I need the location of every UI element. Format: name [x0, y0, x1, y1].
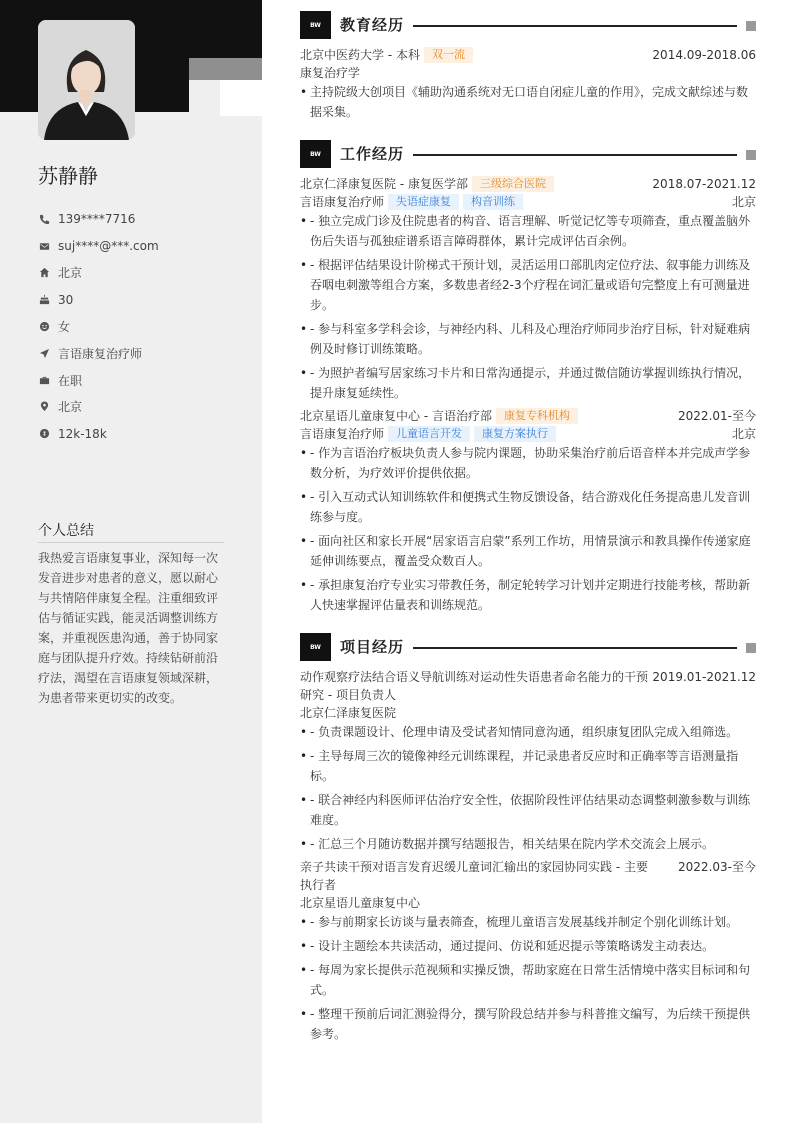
header-white-accent	[220, 80, 262, 116]
contact-position	[38, 340, 248, 367]
work-role-row	[300, 425, 756, 443]
summary-text: 我热爱言语康复事业，深知每一次发音进步对患者的意义，愿以耐心与共情陪伴康复全程。注重细致评估与循证实践，能灵活调整训练方案，并重视医患沟通，善于协同家庭与团队提升疗效。持续钻研前沿疗法，渴望在言语康复领域深耕，为患者带来更切实的改变。	[38, 551, 219, 705]
project-bullets	[300, 912, 756, 1044]
work-bullet: • - 独立完成门诊及住院患者的构音、语言理解、听觉记忆等专项筛查，重点覆盖脑外伤后失语与孤独症谱系语言障碍群体，累计完成评估百余例。	[300, 211, 756, 251]
work-org-row	[300, 407, 756, 425]
project-bullets	[300, 722, 756, 854]
contact-list	[38, 206, 248, 447]
project-title-row	[300, 858, 756, 894]
phone-icon	[38, 213, 50, 225]
section-work-header	[300, 140, 756, 168]
education-bullet: • 主持院级大创项目《辅助沟通系统对无口语自闭症儿童的作用》，完成文献综述与数据采集。	[300, 82, 756, 122]
contact-gender	[38, 313, 248, 340]
section-divider	[413, 154, 737, 156]
work-bullet: • - 参与科室多学科会诊，与神经内科、儿科及心理治疗师同步治疗目标，针对疑难病例及时修订训练策略。	[300, 319, 756, 359]
gender-icon	[38, 321, 50, 333]
section-badge: BW	[300, 11, 331, 39]
contact-age-text: 30	[58, 292, 74, 307]
section-divider	[413, 647, 737, 649]
section-badge: BW	[300, 633, 331, 661]
work-bullet: • - 面向社区和家长开展“居家语言启蒙”系列工作坊，用情景演示和教具操作传递家庭延伸训练要点，覆盖受众数百人。	[300, 531, 756, 571]
contact-location	[38, 394, 248, 421]
section-project-header	[300, 633, 756, 661]
contact-gender-text: 女	[58, 320, 71, 335]
candidate-name: 苏静静	[38, 164, 98, 188]
work-org-row	[300, 175, 756, 193]
school-tag: 双一流	[424, 47, 473, 63]
home-icon	[38, 267, 50, 279]
section-badge: BW	[300, 140, 331, 168]
work-bullets	[300, 443, 756, 615]
profile-photo	[38, 20, 135, 140]
skill-tag: 构音训练	[463, 194, 523, 210]
education-dates: 2014.09-2018.06	[652, 48, 756, 62]
contact-salary-text: 12k-18k	[58, 426, 107, 441]
contact-salary	[38, 420, 248, 447]
work-bullet: • - 为照护者编写居家练习卡片和日常沟通提示，并通过微信随访掌握训练执行情况，提升康复延续性。	[300, 363, 756, 403]
work-bullet: • - 根据评估结果设计阶梯式干预计划，灵活运用口部肌肉定位疗法、叙事能力训练及吞咽电刺激等组合方案，多数患者经2-3个疗程在词汇量或语句完整度上有可测量进步。	[300, 255, 756, 315]
section-square-marker	[746, 643, 756, 653]
work-org: 北京仁泽康复医院 - 康复医学部	[300, 177, 468, 191]
work-org-tag: 三级综合医院	[472, 176, 554, 192]
project-bullet: • - 每周为家长提供示范视频和实操反馈，帮助家庭在日常生活情境中落实目标词和句式。	[300, 960, 756, 1000]
contact-email	[38, 233, 248, 260]
section-square-marker	[746, 150, 756, 160]
briefcase-icon	[38, 374, 50, 386]
work-dates: 2018.07-2021.12	[652, 177, 756, 191]
project-title: 亲子共读干预对语言发育迟缓儿童词汇输出的家园协同实践 - 主要执行者	[300, 860, 648, 892]
work-bullets	[300, 211, 756, 403]
project-title-row	[300, 668, 756, 704]
contact-age	[38, 286, 248, 313]
work-org-tag: 康复专科机构	[496, 408, 578, 424]
project-bullet: • - 整理干预前后词汇测验得分，撰写阶段总结并参与科普推文编写，为后续干预提供参考。	[300, 1004, 756, 1044]
education-entry	[300, 46, 756, 126]
work-city: 北京	[731, 427, 756, 441]
contact-status	[38, 367, 248, 394]
contact-location-text: 北京	[58, 400, 83, 415]
work-bullet: • - 承担康复治疗专业实习带教任务，制定轮转学习计划并定期进行技能考核，帮助新人快速掌握评估量表和训练规范。	[300, 575, 756, 615]
education-row	[300, 46, 756, 64]
project-org: 北京星语儿童康复中心	[300, 896, 421, 910]
project-bullet: • - 设计主题绘本共读活动，通过提问、仿说和延迟提示等策略诱发主动表达。	[300, 936, 756, 956]
project-dates: 2019.01-2021.12	[652, 670, 756, 684]
section-title-work: 工作经历	[340, 145, 405, 163]
project-dates: 2022.03-至今	[678, 860, 756, 874]
contact-status-text: 在职	[58, 373, 83, 388]
send-icon	[38, 347, 50, 359]
work-role: 言语康复治疗师	[300, 195, 385, 209]
mail-icon	[38, 240, 50, 252]
work-role: 言语康复治疗师	[300, 427, 385, 441]
skill-tag: 儿童语言开发	[388, 426, 470, 442]
section-square-marker	[746, 21, 756, 31]
cake-icon	[38, 294, 50, 306]
contact-home-text: 北京	[58, 266, 83, 281]
contact-phone	[38, 206, 248, 233]
project-bullet: • - 汇总三个月随访数据并撰写结题报告，相关结果在院内学术交流会上展示。	[300, 834, 756, 854]
project-bullet: • - 负责课题设计、伦理申请及受试者知情同意沟通，组织康复团队完成入组筛选。	[300, 722, 756, 742]
summary-title: 个人总结	[38, 520, 224, 543]
work-entry-2	[300, 407, 756, 619]
major: 康复治疗学	[300, 66, 361, 80]
project-bullet: • - 参与前期家长访谈与量表筛查，梳理儿童语言发展基线并制定个别化训练计划。	[300, 912, 756, 932]
project-entry-1	[300, 668, 756, 858]
project-title: 动作观察疗法结合语义导航训练对运动性失语患者命名能力的干预研究 - 项目负责人	[300, 670, 649, 702]
project-bullet: • - 联合神经内科医师评估治疗安全性，依据阶段性评估结果动态调整刺激参数与训练难度。	[300, 790, 756, 830]
work-role-row	[300, 193, 756, 211]
work-bullet: • - 作为言语治疗板块负责人参与院内课题，协助采集治疗前后语音样本并完成声学参数分析，为疗效评价提供依据。	[300, 443, 756, 483]
work-entry-1	[300, 175, 756, 407]
contact-email-text: suj****@***.com	[58, 239, 159, 254]
skill-tag: 康复方案执行	[474, 426, 556, 442]
work-org: 北京星语儿童康复中心 - 言语治疗部	[300, 409, 492, 423]
work-dates: 2022.01-至今	[678, 409, 756, 423]
project-org: 北京仁泽康复医院	[300, 706, 397, 720]
contact-position-text: 言语康复治疗师	[58, 346, 143, 361]
work-bullet: • - 引入互动式认知训练软件和便携式生物反馈设备，结合游戏化任务提高患儿发音训练参与度。	[300, 487, 756, 527]
education-bullets	[300, 82, 756, 122]
contact-home	[38, 260, 248, 287]
section-divider	[413, 25, 737, 27]
header-gray-accent	[189, 58, 262, 80]
contact-phone-text: 139****7716	[58, 212, 136, 227]
salary-icon	[38, 428, 50, 440]
section-education-header	[300, 11, 756, 39]
sidebar	[0, 0, 262, 1123]
work-city: 北京	[731, 195, 756, 209]
section-title-education: 教育经历	[340, 16, 405, 34]
project-entry-2	[300, 858, 756, 1048]
location-icon	[38, 401, 50, 413]
project-bullet: • - 主导每周三次的镜像神经元训练课程，并记录患者反应时和正确率等言语测量指标。	[300, 746, 756, 786]
section-title-project: 项目经历	[340, 638, 405, 656]
school-name: 北京中医药大学 - 本科	[300, 48, 420, 62]
skill-tag: 失语症康复	[388, 194, 459, 210]
